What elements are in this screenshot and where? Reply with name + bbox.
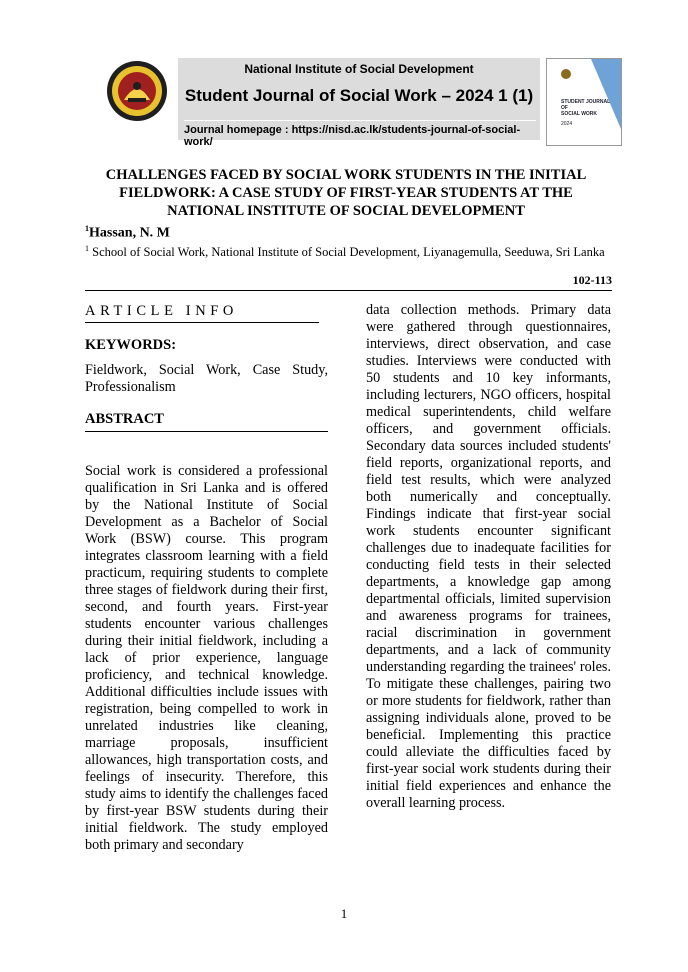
journal-title: Student Journal of Social Work – 2024 1 (1) bbox=[184, 86, 534, 105]
abstract-text-right: data collection methods. Primary data were gathered through questionnaires, interviews, direct observation, and case studies. Interviews were conducted with 50 students and 10 key informants, including lecturers, NGO officers, hospital medical superintendents, child welfare officers, and government officials. Secondary data sources included students' field reports, organizational reports, and field test results, which were analyzed both numerically and conceptually. Findings indicate that first-year social work students encounter significant challenges due to inadequate facilities for conducting field tests in their selected departments, a knowledge gap among departmental officials, limited supervision and awareness programs for trainees, racial discrimination in government departments, and a lack of community understanding regarding the trainees' roles. To mitigate these challenges, pairing two or more students for fieldwork, rather than assigning individuals alone, proved to be beneficial. Implementing this practice could alleviate the difficulties faced by first-year social work students during their initial field experiences and enhance the overall learning process. bbox=[366, 302, 611, 811]
institute-name: National Institute of Social Development bbox=[244, 62, 474, 76]
page-number: 1 bbox=[340, 906, 348, 921]
journal-header bbox=[106, 58, 626, 146]
article-info-heading: ARTICLE INFO bbox=[85, 303, 239, 319]
institute-logo bbox=[106, 60, 168, 122]
article-info-divider bbox=[85, 322, 319, 323]
cover-year: 2024 bbox=[561, 121, 573, 127]
abstract-heading: ABSTRACT bbox=[85, 411, 164, 427]
abstract-divider bbox=[85, 431, 328, 432]
journal-cover-thumbnail bbox=[546, 58, 622, 146]
journal-banner bbox=[178, 58, 540, 148]
cover-accent-shape bbox=[591, 59, 621, 129]
cover-title: STUDENT JOURNAL OF SOCIAL WORK bbox=[561, 99, 611, 117]
author-name: $^1$Hassan, N. M bbox=[85, 224, 170, 241]
page-range: 102-113 bbox=[572, 273, 612, 287]
journal-homepage-link[interactable]: Journal homepage : https://nisd.ac.lk/students-journal-of-social-work/ bbox=[184, 120, 536, 148]
keywords-heading: KEYWORDS: bbox=[85, 337, 177, 353]
cover-logo-icon bbox=[561, 69, 571, 79]
keywords-list: Fieldwork, Social Work, Case Study, Professionalism bbox=[85, 362, 328, 395]
author-affiliation: $^1$ School of Social Work, National Institute of Social Development, Liyanagemulla, Seeduwa, Sri Lanka bbox=[85, 244, 605, 260]
header-divider bbox=[85, 290, 612, 291]
article-title: CHALLENGES FACED BY SOCIAL WORK STUDENTS IN THE INITIAL FIELDWORK: A CASE STUDY OF FIRST-YEAR STUDENTS AT THE NATIONAL INSTITUTE OF SOCIAL DEVELOPMENT bbox=[105, 167, 587, 219]
abstract-text-left: Social work is considered a professional qualification in Sri Lanka and is offered by the National Institute of Social Development as a Bachelor of Social Work (BSW) course. This program integrates classroom learning with a field practicum, requiring students to complete three stages of fieldwork during their first, second, and fourth years. First-year students encounter various challenges during their initial fieldwork, including a lack of prior experience, language proficiency, and technical knowledge. Additional difficulties include issues with registration, being compelled to work in unrelated industries like cleaning, marriage proposals, insufficient allowances, high transportation costs, and feelings of insecurity. Therefore, this study aims to identify the challenges faced by first-year BSW students during their initial fieldwork. The study employed both primary and secondary bbox=[85, 463, 328, 853]
